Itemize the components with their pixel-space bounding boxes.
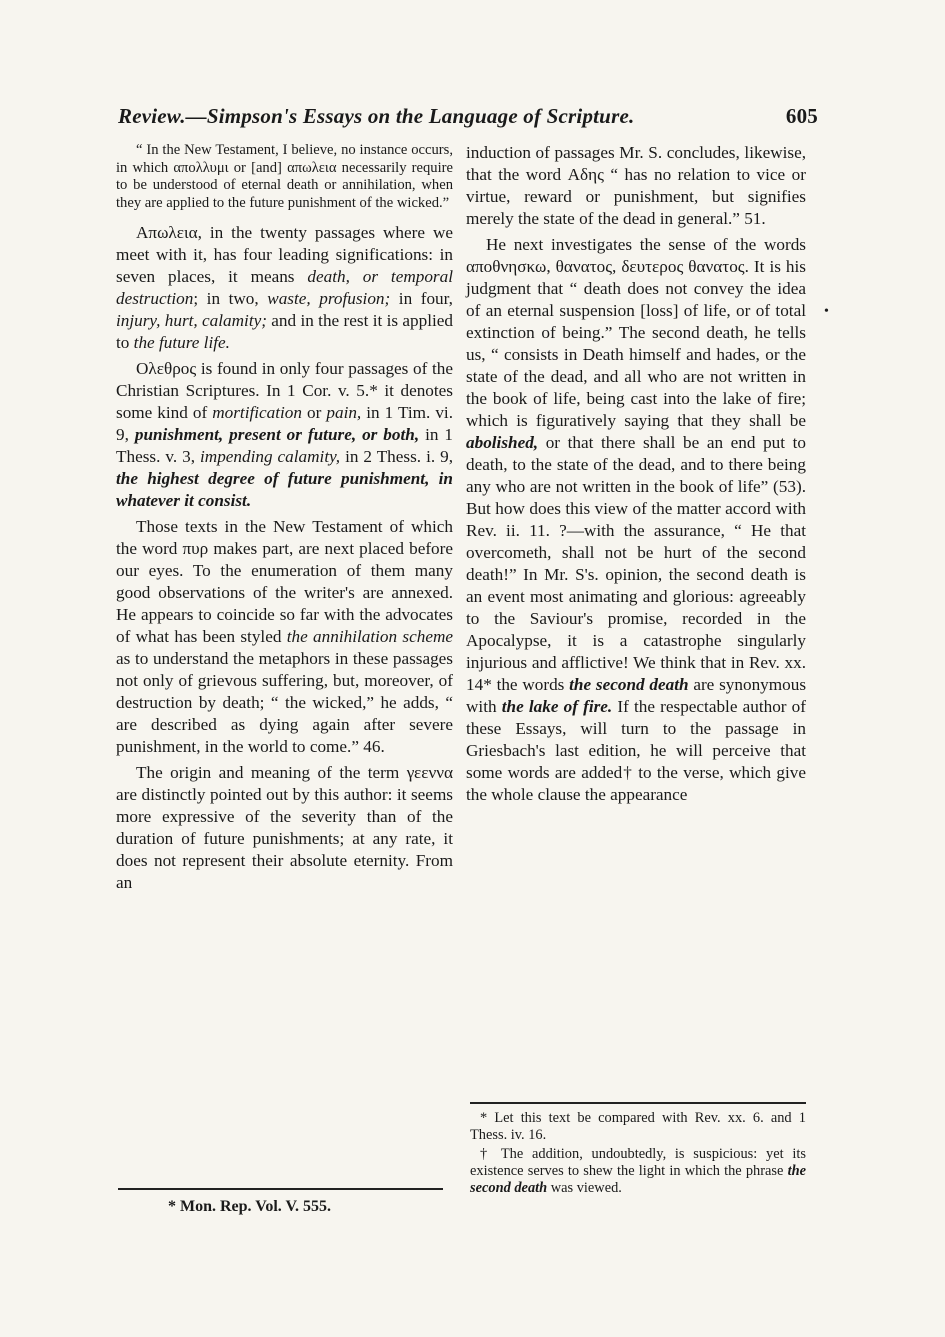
paragraph-olethros: Ολεθρος is found in only four passages of the Christian Scriptures. In 1 Cor. v. 5.* it denotes some kind of mortification or pain, in 1 Tim. vi. 9, punishment, present or future, or both, in 1 Thess. v. 3, impending calamity, in 2 Thess. i. 9, the highest degree of future punishment, in whatever it consist. [116,359,454,510]
paragraph-pur: Those texts in the New Testament of which the word πυρ makes part, are next placed before our eyes. To the enumeration of them many good observations of the writer's are annexed. He appears to coincide so far with the advocates of what has been styled the annihilation scheme as to understand the metaphors in these passages not only of grievous suffering, but, moreover, of destruction by death; “ the wicked,” he adds, “ are described as dying again after severe punishment, in the world to come.” 46. [116,517,453,756]
paragraph-hades: induction of passages Mr. S. concludes, likewise, that the word Αδης “ has no relation to vice or virtue, reward or punishment, but signifies merely the state of the dead in general.” 51. [466,143,806,228]
opening-quote: “ In the New Testament, I believe, no instance occurs, in which απολλυμι or [and] απωλεια necessarily require to be understood of eternal death or annihilation, when they are applied to the future punishment of the wicked.” [116,142,453,211]
footnote-left: * Mon. Rep. Vol. V. 555. [168,1198,331,1215]
footnote-star: * Let this text be compared with Rev. xx. 6. and 1 Thess. iv. 16. [470,1110,806,1143]
footnote-dagger: † The addition, undoubtedly, is suspicious: yet its existence serves to shew the light in which the phrase the second death was viewed. [470,1146,806,1196]
footnote-rule-right [470,1102,806,1104]
paragraph-apoleia: Απωλεια, in the twenty passages where we meet with it, has four leading significations: in seven places, it means death, or temporal destruction; in two, waste, profusion; in four, injury, hurt, calamity; and in the rest it is applied to the future life. [116,223,453,352]
paragraph-second-death: He next investigates the sense of the words αποθνησκω, θανατος, δευτερος θανατος. It is his judgment that “ death does not convey the idea of an eternal suspension [loss] of life, or of total extinction of being.” The second death, he tells us, “ consists in Death himself and hades, or the state of the dead, and all who are not written in the book of life, being cast into the lake of fire; which is figuratively saying that they shall be abolished, or that there shall be an end put to death, to the state of the dead, and to there being any who are not written in the book of life” (53). But how does this view of the matter accord with Rev. ii. 11. ?—with the assurance, “ He that overcometh, shall not be hurt of the second death!” In Mr. S's. opinion, the second death is an event most animating and glorious: agreeably to the Saviour's promise, recorded in the Apocalypse, it is a catastrophe singularly injurious and afflictive! We think that in Rev. xx. 14* the words the second death are synonymous with the lake of fire. If the respectable author of these Essays, will turn to the passage in Griesbach's last edition, he will perceive that some words are added† to the verse, which give the whole clause the appearance [466,235,807,804]
paragraph-gehenna: The origin and meaning of the term γεεννα are distinctly pointed out by this author: it seems more expressive of the severity than of the duration of future punishments; at any rate, it does not represent their absolute eternity. From an [116,763,453,892]
margin-dot: • [824,304,829,319]
left-column [116,142,453,894]
running-header [118,104,818,129]
running-title: Review.—Simpson's Essays on the Language of Scripture. [118,104,635,128]
footnote-rule-left [118,1188,443,1190]
right-column [466,142,806,806]
footnotes-right [470,1110,806,1199]
page-number: 605 [785,104,818,128]
